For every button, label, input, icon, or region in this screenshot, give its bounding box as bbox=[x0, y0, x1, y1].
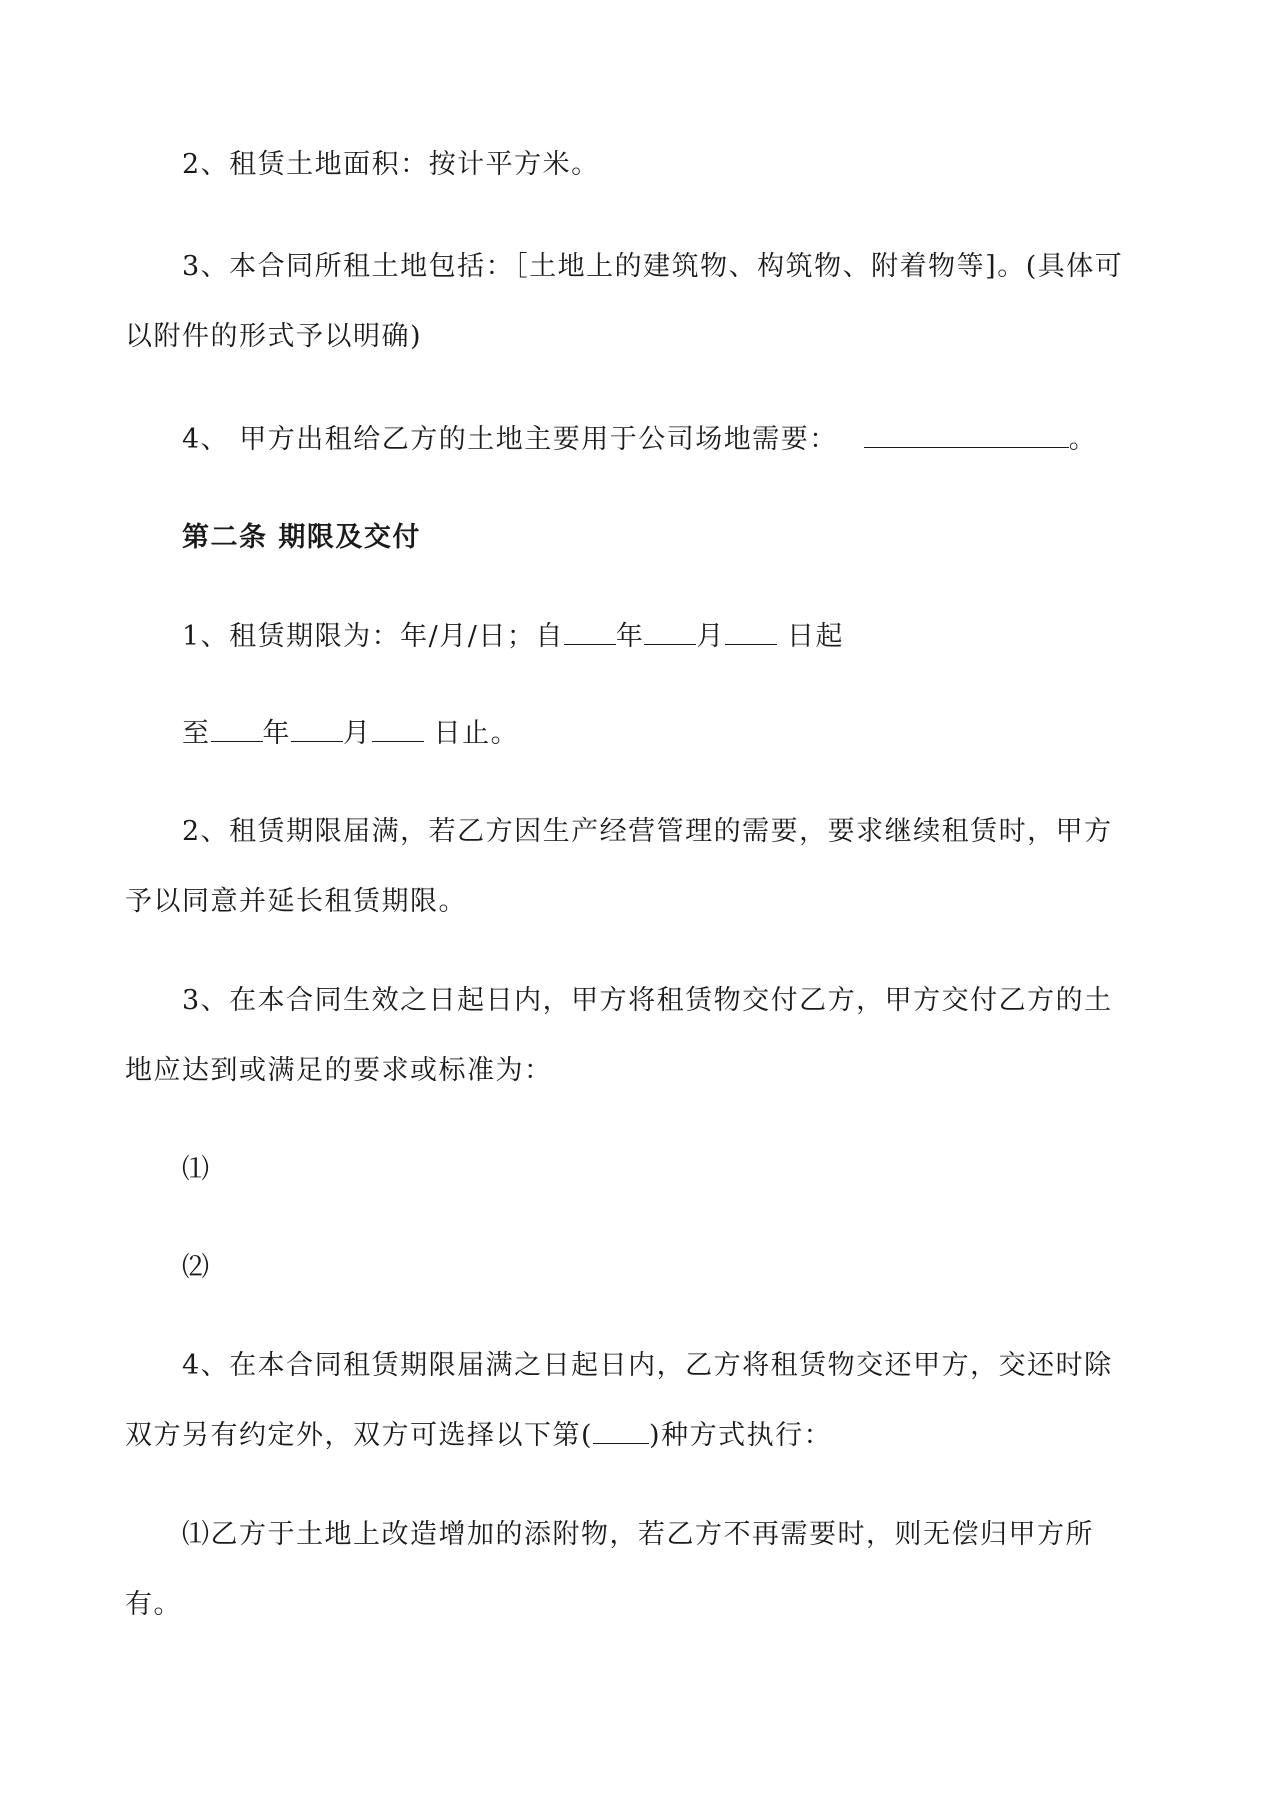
term-start-prefix: 1、租赁期限为：年/月/日；自 bbox=[182, 621, 564, 652]
clause-term-start-line bbox=[125, 602, 1165, 672]
clause-delivery bbox=[125, 966, 1165, 1106]
return-option-1-line1: ⑴乙方于土地上改造增加的添附物，若乙方不再需要时，则无偿归甲方所 bbox=[182, 1519, 1094, 1550]
clause-land-usage bbox=[125, 405, 1165, 475]
delivery-standard-1-text: ⑴ bbox=[182, 1154, 211, 1185]
start-year-blank bbox=[564, 617, 616, 645]
delivery-standard-1 bbox=[125, 1135, 1165, 1205]
term-end-suffix: 日止。 bbox=[423, 718, 520, 749]
article-2-heading-text: 第二条 期限及交付 bbox=[182, 522, 421, 553]
usage-blank bbox=[864, 420, 1069, 448]
clause-delivery-line1: 3、在本合同生效之日起日内，甲方将租赁物交付乙方，甲方交付乙方的土 bbox=[182, 985, 1113, 1016]
end-year-blank bbox=[211, 714, 263, 742]
delivery-standard-2-text: ⑵ bbox=[182, 1252, 211, 1283]
clause-land-includes-line2: 以附件的形式予以明确) bbox=[125, 321, 423, 352]
start-day-blank bbox=[725, 617, 777, 645]
delivery-standard-2 bbox=[125, 1233, 1165, 1303]
return-option-blank bbox=[593, 1416, 649, 1444]
clause-land-includes-line1: 3、本合同所租土地包括：［土地上的建筑物、构筑物、附着物等]。(具体可 bbox=[182, 251, 1124, 282]
clause-land-area-text: 2、租赁土地面积：按计平方米。 bbox=[182, 149, 600, 180]
article-2-heading bbox=[125, 503, 1165, 573]
return-option-1 bbox=[125, 1500, 1165, 1640]
term-end-year-label: 年 bbox=[262, 718, 291, 749]
clause-return-line2-suffix: )种方式执行： bbox=[649, 1420, 833, 1451]
term-end-prefix: 至 bbox=[182, 718, 211, 749]
clause-land-usage-suffix: 。 bbox=[1068, 424, 1098, 455]
return-option-1-line2: 有。 bbox=[125, 1589, 182, 1620]
clause-term-end-line bbox=[125, 699, 1165, 769]
clause-term-start bbox=[125, 602, 1165, 672]
clause-land-usage-prefix: 4、 甲方出租给乙方的土地主要用于公司场地需要： bbox=[182, 424, 838, 455]
start-month-blank bbox=[644, 617, 696, 645]
clause-return-line1: 4、在本合同租赁期限届满之日起日内，乙方将租赁物交还甲方，交还时除 bbox=[182, 1350, 1113, 1381]
clause-land-includes bbox=[125, 232, 1165, 372]
clause-return-line2-prefix: 双方另有约定外，双方可选择以下第( bbox=[125, 1420, 594, 1451]
end-month-blank bbox=[291, 714, 343, 742]
clause-delivery-line2: 地应达到或满足的要求或标准为： bbox=[125, 1055, 553, 1086]
clause-renewal-line2: 予以同意并延长租赁期限。 bbox=[125, 886, 467, 917]
clause-term-end bbox=[125, 699, 1165, 769]
term-start-suffix: 日起 bbox=[776, 621, 844, 652]
clause-land-usage-line bbox=[125, 405, 1165, 475]
clause-land-area bbox=[125, 130, 1165, 200]
clause-renewal-line1: 2、租赁期限届满，若乙方因生产经营管理的需要，要求继续租赁时，甲方 bbox=[182, 816, 1113, 847]
end-day-blank bbox=[372, 714, 424, 742]
term-start-year-label: 年 bbox=[615, 621, 645, 652]
clause-return-line2 bbox=[125, 1401, 1165, 1471]
clause-renewal bbox=[125, 797, 1165, 937]
term-end-month-label: 月 bbox=[343, 718, 372, 749]
clause-return bbox=[125, 1331, 1165, 1471]
term-start-month-label: 月 bbox=[696, 621, 725, 652]
